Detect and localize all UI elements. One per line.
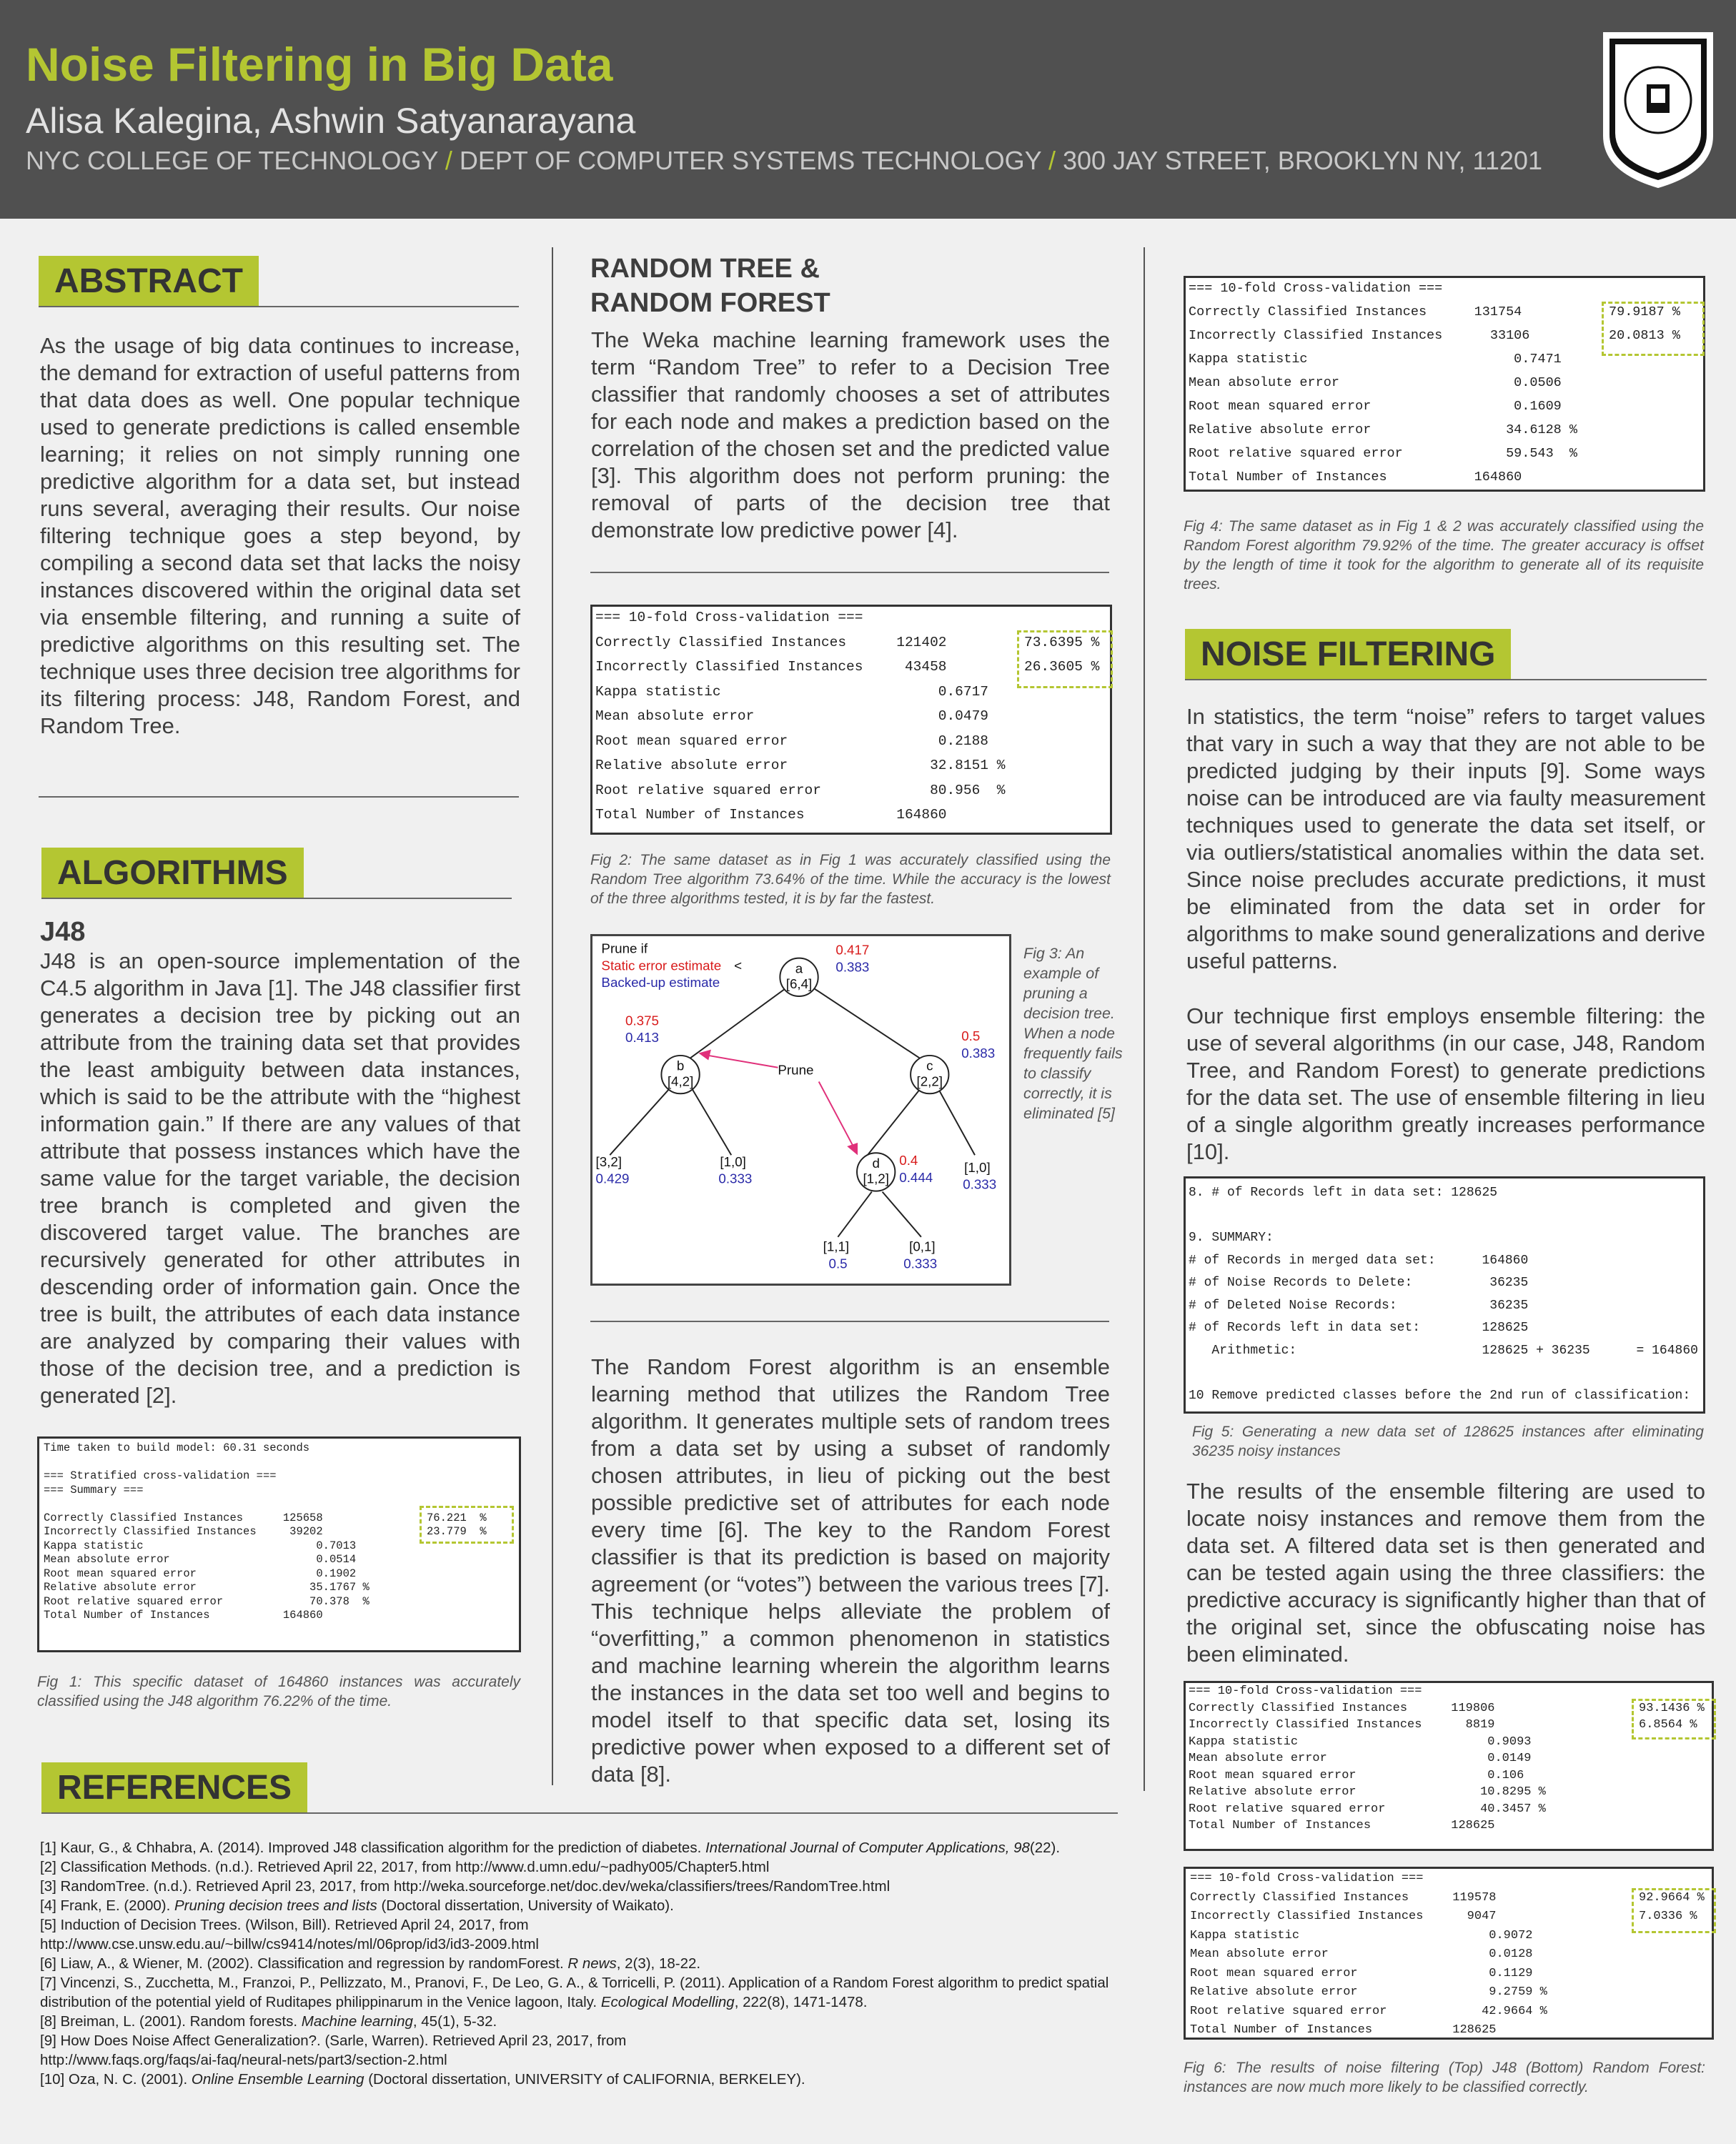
- affiliation-separator: /: [1041, 146, 1063, 175]
- reference-item: [1] Kaur, G., & Chhabra, A. (2014). Improved J48 classification algorithm for the prediction of diabetes. International Journal of Computer Applications, 98(22).: [40, 1840, 1061, 1856]
- node-a-static: 0.417: [835, 942, 870, 958]
- output-line: Relative absolute error 35.1767 %: [44, 1581, 369, 1594]
- leaf-1-backed: 0.429: [595, 1171, 630, 1186]
- j48-text: J48 is an open-source implementation of the C4.5 algorithm in Java [1]. The J48 classifier first generates a decision tree by picking out an attribute from the training data set that provides the least ambiguity between data instances, which is said to be the attribute with the “highest information gain.” If there are any values of that attribute that possess instances which have the same value for the target variable, the decision tree branch is completed and given the discovered target value. The branches are recursively generated for other attributes in descending order of information gain. Once the tree is built, the attributes of each data instance are analyzed by comparing their values with those of the decision tree, and a prediction is generated [2].: [40, 948, 520, 1408]
- fig3-caption: Fig 3: An example of pruning a decision tree. When a node frequently fails to classify correctly, it is eliminated [5]: [1023, 945, 1123, 1122]
- prune-arrow: [819, 1081, 854, 1148]
- references-heading: REFERENCES: [41, 1762, 307, 1814]
- output-line: Mean absolute error 0.0149: [1189, 1752, 1532, 1765]
- fig1-weka-output: [37, 1436, 521, 1652]
- tree-edge: [690, 1086, 731, 1155]
- noise-text-definition: In statistics, the term “noise” refers to target values that vary in such a way that they are not able to be predicted judging by their inputs [9]. Some ways noise can be introduced are via faulty measurement techniques used to generate the data set itself, or via outliers/statistical anomalies within the data set. Since noise precludes accurate predictions, it must be eliminated from the data set in order for algorithms to make sound generalizations and derive useful patterns.: [1186, 704, 1705, 973]
- output-line: Mean absolute error 0.0506: [1189, 375, 1562, 390]
- output-line: Root mean squared error 0.1129: [1190, 1966, 1533, 1980]
- tree-edge: [868, 1086, 923, 1155]
- legend-less-than: <: [734, 958, 743, 973]
- random-heading: [590, 252, 830, 320]
- section-rule: [41, 898, 512, 899]
- output-line: Relative absolute error 10.8295 %: [1189, 1785, 1546, 1799]
- affiliation-separator: /: [437, 146, 460, 175]
- leaf-5-backed: 0.333: [903, 1256, 938, 1271]
- output-line: === 10-fold Cross-validation ===: [1189, 1684, 1422, 1698]
- section-rule: [1185, 679, 1707, 680]
- output-line: Root mean squared error 0.1902: [44, 1567, 357, 1580]
- affiliation-address: 300 JAY STREET, BROOKLYN NY, 11201: [1062, 146, 1542, 175]
- output-line: Incorrectly Classified Instances 39202: [44, 1525, 323, 1538]
- section-rule: [590, 1321, 1109, 1322]
- references-list: [40, 1838, 1112, 2089]
- output-line: Incorrectly Classified Instances 33106: [1189, 328, 1530, 343]
- output-line: Total Number of Instances 164860: [44, 1609, 323, 1622]
- reference-item: [4] Frank, E. (2000). Pruning decision trees and lists (Doctoral dissertation, University of Waikato).: [40, 1897, 674, 1914]
- fig4-caption: Fig 4: The same dataset as in Fig 1 & 2 was accurately classified using the Random Forest algorithm 79.92% of the time. The greater accuracy is offset by the length of time it took for the algorithm to generate all of its requisite trees.: [1184, 518, 1704, 592]
- accuracy-percentage: 20.0813 %: [1609, 328, 1680, 343]
- fig5-caption: Fig 5: Generating a new data set of 128625 instances after eliminating 36235 noisy instances: [1192, 1424, 1704, 1459]
- legend-static-error: Static error estimate: [601, 958, 722, 973]
- fig6-random-forest-output: [1184, 1867, 1714, 2040]
- leaf-2-backed: 0.333: [718, 1171, 753, 1186]
- node-b-static: 0.375: [625, 1013, 659, 1028]
- accuracy-percentage: 79.9187 %: [1609, 304, 1680, 319]
- output-line: Total Number of Instances 128625: [1190, 2023, 1497, 2037]
- output-line: Correctly Classified Instances 119806: [1189, 1701, 1495, 1715]
- noise-text-results: The results of the ensemble filtering are used to locate noisy instances and remove them from the data set. A filtered data set is then generated and can be tested again using the three classifiers: the predictive accuracy is significantly higher than that of the original set, since the obfuscating noise has been eliminated.: [1186, 1479, 1705, 1667]
- output-line: Kappa statistic 0.9093: [1189, 1734, 1532, 1749]
- node-c-counts: [2,2]: [916, 1073, 943, 1089]
- random-forest-text: The Random Forest algorithm is an ensemble learning method that utilizes the Random Tree algorithm. It generates multiple sets of random trees from a data set by using a subset of randomly chosen attributes, in lieu of picking out the best possible predictive set of attributes for each node every time [6]. The key to the Random Forest classifier is that its prediction is based on majority agreement (or “votes”) between the various trees [7]. This technique helps alleviate the problem of “overfitting,” a common phenomenon in statistics and machine learning wherein the algorithm learns the instances in the data set too well and begins to model itself to that specific data set, losing its predictive power when exposed to a different set of data [8].: [591, 1354, 1110, 1787]
- tree-edge: [799, 978, 930, 1065]
- algorithms-heading: ALGORITHMS: [41, 848, 304, 899]
- output-line: Relative absolute error 9.2759 %: [1190, 1985, 1547, 1999]
- prune-arrowhead: [700, 1051, 710, 1059]
- node-b-name: b: [676, 1058, 685, 1073]
- tree-edge: [838, 1192, 871, 1237]
- authors: Alisa Kalegina, Ashwin Satyanarayana: [26, 101, 636, 141]
- j48-title: J48: [40, 917, 86, 947]
- output-line: 10 Remove predicted classes before the 2nd run of classification:: [1189, 1388, 1691, 1403]
- output-line: # of Records left in data set: 128625: [1189, 1321, 1529, 1335]
- fig3-pruning-tree-diagram: [590, 934, 1011, 1286]
- affiliation-college: NYC COLLEGE OF TECHNOLOGY: [26, 146, 438, 175]
- accuracy-percentage: 76.221 %: [427, 1511, 487, 1524]
- output-line: Kappa statistic 0.9072: [1190, 1928, 1533, 1942]
- output-line: Total Number of Instances 164860: [595, 807, 947, 823]
- fig6-caption: Fig 6: The results of noise filtering (Top) J48 (Bottom) Random Forest: instances are now much more likely to be classified correctly.: [1184, 2060, 1705, 2095]
- tree-edge: [883, 1192, 921, 1237]
- tree-edge: [937, 1086, 975, 1155]
- output-line: === Stratified cross-validation ===: [44, 1469, 277, 1482]
- output-line: Root relative squared error 42.9664 %: [1190, 2004, 1547, 2018]
- prune-label: Prune: [778, 1062, 814, 1078]
- output-line: Correctly Classified Instances 121402: [595, 634, 947, 650]
- reference-item: [5] Induction of Decision Trees. (Wilson, Bill). Retrieved April 24, 2017, from http://www.cse.unsw.edu.au/~billw/cs9414/notes/ml/06prop/id3/id3-2009.html: [40, 1917, 539, 1952]
- node-d-backed: 0.444: [899, 1169, 933, 1185]
- node-b-backed: 0.413: [625, 1030, 659, 1046]
- random-heading-line1: RANDOM TREE &: [590, 254, 820, 284]
- accuracy-percentage: 92.9664 %: [1639, 1890, 1705, 1905]
- output-line: Time taken to build model: 60.31 seconds: [44, 1441, 310, 1454]
- output-line: Incorrectly Classified Instances 9047: [1190, 1910, 1497, 1923]
- output-line: Relative absolute error 32.8151 %: [595, 758, 1006, 773]
- output-line: Kappa statistic 0.7471: [1189, 352, 1562, 367]
- output-line: # of Records in merged data set: 164860: [1189, 1253, 1529, 1268]
- node-d-static: 0.4: [899, 1153, 918, 1168]
- output-line: Correctly Classified Instances 125658: [44, 1511, 323, 1524]
- random-heading-line2: RANDOM FOREST: [590, 288, 830, 318]
- node-a-counts: [6,4]: [785, 976, 813, 992]
- reference-item: [7] Vincenzi, S., Zucchetta, M., Franzoi, P., Pellizzato, M., Pranovi, F., De Leo, G. A., & Torricelli, P. (2011). Application of a Random Forest algorithm to predict spatial distribution of the potential yield of Ruditapes philippinarum in the Venice lagoon, Italy. Ecological Modelling, 222(8), 1471-1478.: [40, 1975, 1109, 2010]
- output-line: Relative absolute error 34.6128 %: [1189, 422, 1577, 437]
- tree-edge: [681, 978, 799, 1065]
- output-line: 9. SUMMARY:: [1189, 1231, 1274, 1245]
- output-line: 8. # of Records left in data set: 128625: [1189, 1186, 1498, 1200]
- poster-title: Noise Filtering in Big Data: [26, 38, 613, 91]
- output-line: Incorrectly Classified Instances 8819: [1189, 1718, 1495, 1732]
- output-line: Total Number of Instances 128625: [1189, 1819, 1495, 1832]
- output-line: Root mean squared error 0.106: [1189, 1768, 1524, 1782]
- college-seal-logo: [1599, 29, 1717, 190]
- section-rule: [39, 306, 519, 307]
- leaf-1-counts: [3,2]: [595, 1154, 623, 1170]
- output-line: Root relative squared error 59.543 %: [1189, 446, 1577, 461]
- node-a-backed: 0.383: [835, 959, 870, 975]
- leaf-3-backed: 0.333: [963, 1176, 997, 1192]
- accuracy-percentage: 73.6395 %: [1024, 634, 1100, 650]
- output-line: Total Number of Instances 164860: [1189, 470, 1522, 485]
- legend-backed-up: Backed-up estimate: [601, 975, 720, 991]
- affiliation-dept: DEPT OF COMPUTER SYSTEMS TECHNOLOGY: [459, 146, 1041, 175]
- reference-item: [8] Breiman, L. (2001). Random forests. Machine learning, 45(1), 5-32.: [40, 2013, 497, 2030]
- reference-item: [2] Classification Methods. (n.d.). Retrieved April 22, 2017, from http://www.d.umn.edu/~padhy005/Chapter5.html: [40, 1859, 770, 1875]
- section-rule: [590, 572, 1109, 573]
- legend-prune-if: Prune if: [601, 941, 648, 956]
- reference-item: [10] Oza, N. C. (2001). Online Ensemble Learning (Doctoral dissertation, UNIVERSITY of CALIFORNIA, BERKELEY).: [40, 2071, 805, 2088]
- output-line: Root mean squared error 0.1609: [1189, 399, 1562, 414]
- leaf-4-counts: [1,1]: [823, 1239, 850, 1254]
- output-line: Kappa statistic 0.7013: [44, 1539, 357, 1552]
- node-c-static: 0.5: [961, 1028, 981, 1044]
- accuracy-percentage: 26.3605 %: [1024, 659, 1100, 675]
- output-line: Correctly Classified Instances 131754: [1189, 304, 1522, 319]
- accuracy-percentage: 93.1436 %: [1639, 1701, 1705, 1715]
- output-line: Correctly Classified Instances 119578: [1190, 1890, 1497, 1905]
- section-rule: [41, 1812, 1118, 1814]
- column-divider: [552, 247, 553, 1785]
- fig2-weka-output: [590, 605, 1112, 835]
- output-line: Mean absolute error 0.0479: [595, 708, 988, 724]
- section-rule: [39, 796, 519, 798]
- output-line: Mean absolute error 0.0128: [1190, 1947, 1533, 1961]
- poster-header: [0, 0, 1736, 219]
- noise-text-technique: Our technique first employs ensemble filtering: the use of several algorithms (in our case, J48, Random Tree, and Random Forest) to generate predictions for the data set. The use of ensemble filtering in lieu of a single algorithm greatly increases performance [10].: [1186, 1003, 1705, 1164]
- prune-arrow: [705, 1055, 778, 1068]
- fig2-caption: Fig 2: The same dataset as in Fig 1 was accurately classified using the Random Tree algorithm 73.64% of the time. While the accuracy is the lowest of the three algorithms tested, it is by far the fastest.: [590, 852, 1111, 907]
- node-c-backed: 0.383: [961, 1045, 996, 1061]
- accuracy-percentage: 6.8564 %: [1639, 1718, 1697, 1732]
- output-line: Kappa statistic 0.6717: [595, 683, 988, 700]
- output-line: Root relative squared error 40.3457 %: [1189, 1802, 1546, 1816]
- output-line: Mean absolute error 0.0514: [44, 1553, 357, 1566]
- abstract-heading: ABSTRACT: [39, 256, 259, 307]
- tree-edge: [610, 1086, 672, 1155]
- output-line: Arithmetic: 128625 + 36235 = 164860: [1189, 1343, 1698, 1358]
- output-line: === 10-fold Cross-validation ===: [595, 610, 863, 625]
- node-d-counts: [1,2]: [863, 1171, 889, 1186]
- reference-item: [3] RandomTree. (n.d.). Retrieved April 23, 2017, from http://weka.sourceforge.net/doc.dev/weka/classifiers/trees/RandomTree.html: [40, 1878, 891, 1895]
- node-a-name: a: [795, 961, 803, 976]
- leaf-2-counts: [1,0]: [720, 1154, 746, 1170]
- fig6-j48-output: [1184, 1681, 1714, 1851]
- leaf-4-backed: 0.5: [828, 1256, 848, 1271]
- node-d-name: d: [872, 1156, 880, 1171]
- output-line: # of Deleted Noise Records: 36235: [1189, 1298, 1529, 1313]
- fig5-filter-summary-output: [1184, 1176, 1705, 1414]
- output-line: Incorrectly Classified Instances 43458: [595, 659, 947, 675]
- leaf-5-counts: [0,1]: [909, 1239, 936, 1254]
- reference-item: [9] How Does Noise Affect Generalization?. (Sarle, Warren). Retrieved April 23, 2017, from http://www.faqs.org/faqs/ai-faq/neural-nets/part3/section-2.html: [40, 2033, 627, 2068]
- output-line: === 10-fold Cross-validation ===: [1189, 281, 1443, 296]
- noise-filtering-heading: NOISE FILTERING: [1185, 629, 1511, 680]
- reference-item: [6] Liaw, A., & Wiener, M. (2002). Classification and regression by randomForest. R news, 2(3), 18-22.: [40, 1955, 701, 1972]
- output-line: Root relative squared error 70.378 %: [44, 1594, 369, 1608]
- fig4-weka-output: [1184, 276, 1705, 492]
- accuracy-percentage: 23.779 %: [427, 1525, 487, 1538]
- output-line: # of Noise Records to Delete: 36235: [1189, 1276, 1529, 1290]
- leaf-3-counts: [1,0]: [964, 1159, 991, 1175]
- random-tree-text: The Weka machine learning framework uses the term “Random Tree” to refer to a Decision Tree classifier that randomly chooses a set of attributes for each node and makes a prediction based on the correlation of the chosen set and the predicted value [3]. This algorithm does not perform pruning: the removal of parts of the decision tree that demonstrate low predictive power [4].: [591, 327, 1110, 542]
- affiliation: [26, 146, 1542, 176]
- output-line: === 10-fold Cross-validation ===: [1190, 1872, 1424, 1885]
- prune-arrowhead: [848, 1143, 857, 1153]
- output-line: === Summary ===: [44, 1483, 144, 1497]
- fig1-caption: Fig 1: This specific dataset of 164860 instances was accurately classified using the J48 algorithm 76.22% of the time.: [37, 1674, 520, 1709]
- node-c-name: c: [926, 1058, 933, 1073]
- node-b-counts: [4,2]: [667, 1073, 694, 1089]
- column-divider: [1144, 247, 1145, 1791]
- accuracy-percentage: 7.0336 %: [1639, 1910, 1697, 1923]
- abstract-text: As the usage of big data continues to increase, the demand for extraction of useful patterns from that data does as well. One popular technique used to generate predictions is called ensemble learning; it relies on not simply running one predictive algorithm for a data set, but instead runs several, averaging their results. Our noise filtering technique goes a step beyond, by compiling a second data set that lacks the noisy instances discovered within the original data set via ensemble filtering, and running a suite of predictive algorithms on this resulting set. The technique uses three decision tree algorithms for its filtering process: J48, Random Forest, and Random Tree.: [40, 333, 520, 738]
- output-line: Root mean squared error 0.2188: [595, 733, 988, 749]
- output-line: Root relative squared error 80.956 %: [595, 782, 1006, 798]
